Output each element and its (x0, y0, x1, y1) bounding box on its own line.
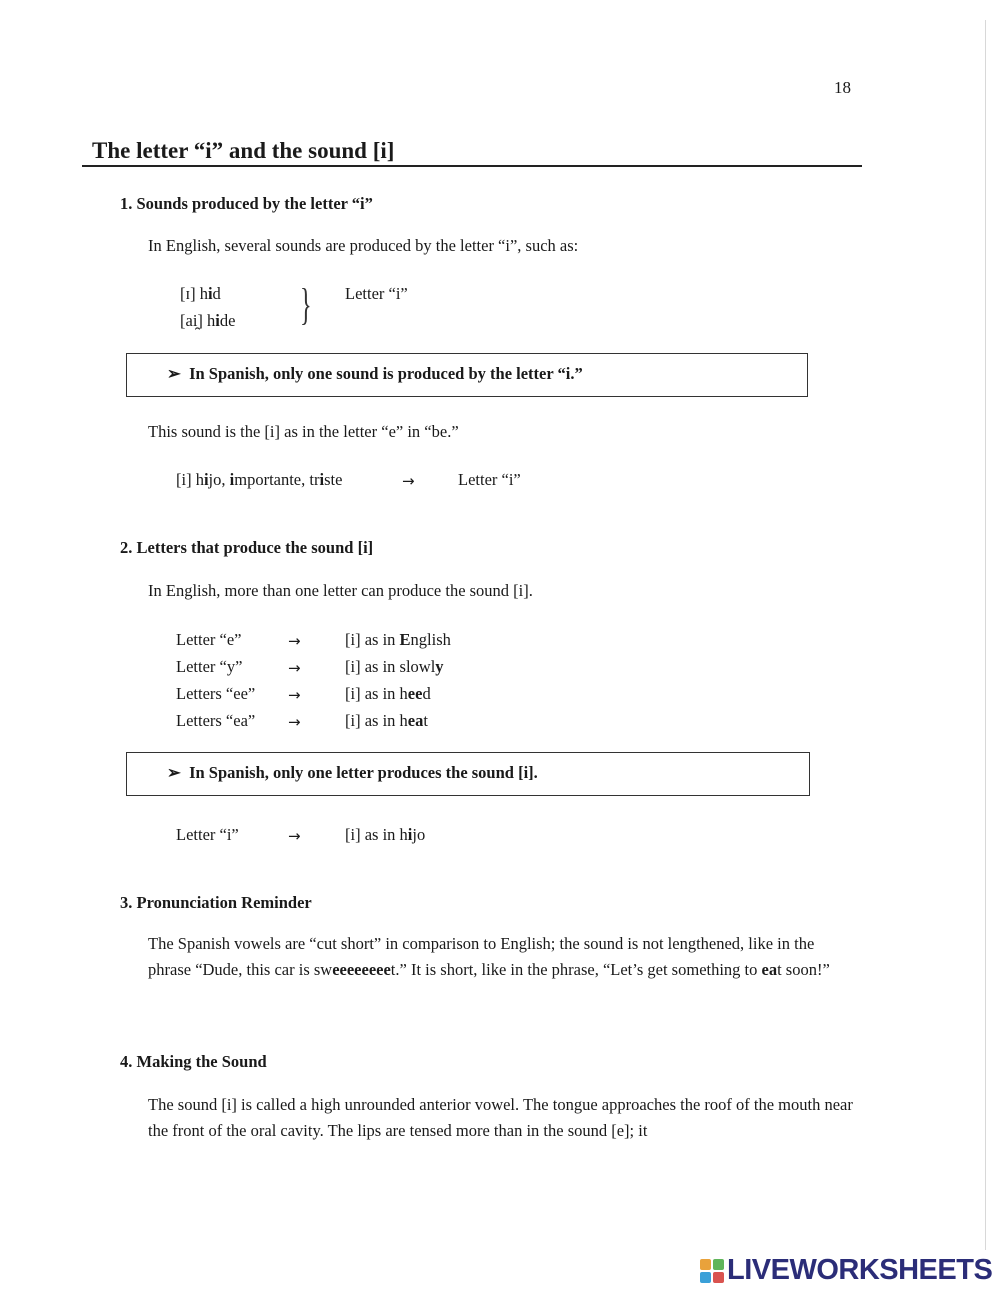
logo-tile (713, 1272, 724, 1283)
letter-row-label: Letter “y” (176, 657, 243, 676)
example-hid: [ɪ] hid (180, 284, 221, 303)
title-divider (82, 165, 862, 167)
callout-1: ➢ In Spanish, only one sound is produced by the letter “i.” (167, 364, 583, 383)
page-edge-line (985, 20, 986, 1250)
logo-tile (700, 1272, 711, 1283)
section-2-intro: In English, more than one letter can produce the sound [i]. (148, 581, 533, 600)
liveworksheets-logo (700, 1254, 992, 1287)
section-2-heading: 2. Letters that produce the sound [i] (120, 538, 374, 557)
callout-box-1 (126, 353, 808, 397)
letter-row-example: [i] as in heat (345, 711, 428, 730)
section-3-heading: 3. Pronunciation Reminder (120, 893, 312, 912)
section-1-heading: 1. Sounds produced by the letter “i” (120, 194, 373, 213)
liveworksheets-logo-icon (700, 1259, 724, 1283)
section-4-heading: 4. Making the Sound (120, 1052, 267, 1071)
callout-marker-icon: ➢ (167, 364, 181, 383)
page-number: 18 (834, 78, 851, 97)
letter-row-example: [i] as in slowly (345, 657, 444, 676)
logo-tile (713, 1259, 724, 1270)
callout-marker-icon: ➢ (167, 763, 181, 782)
spanish-example-label: Letter “i” (458, 470, 521, 489)
arrow-icon: → (402, 472, 415, 490)
spanish-row-example: [i] as in hijo (345, 825, 426, 844)
spanish-row-label: Letter “i” (176, 825, 239, 844)
brace-icon: } (300, 280, 312, 329)
letter-row-label: Letter “e” (176, 630, 242, 649)
arrow-icon: → (288, 686, 301, 704)
spanish-example: [i] hijo, importante, triste (176, 470, 343, 489)
logo-tile (700, 1259, 711, 1270)
callout-2: ➢ In Spanish, only one letter produces the sound [i]. (167, 763, 538, 782)
letter-row-label: Letters “ea” (176, 711, 256, 730)
page-title: The letter “i” and the sound [i] (92, 138, 395, 163)
brace-label: Letter “i” (345, 284, 408, 303)
letter-row-example: [i] as in heed (345, 684, 431, 703)
arrow-icon: → (288, 659, 301, 677)
section-3-paragraph: The Spanish vowels are “cut short” in comparison to English; the sound is not lengthened, like in the phrase “Dude, this car is sweeeeeeeet.” It is short, like in the phrase, “Let’s get something to eat soon!” (148, 934, 830, 979)
example-hide: [ai̯] hide (180, 311, 236, 330)
section-1-intro: In English, several sounds are produced by the letter “i”, such as: (148, 236, 579, 255)
liveworksheets-logo-text: LIVEWORKSHEETS (727, 1254, 993, 1286)
after-callout-text: This sound is the [i] as in the letter “e” in “be.” (148, 422, 459, 441)
arrow-icon: → (288, 827, 301, 845)
arrow-icon: → (288, 632, 301, 650)
callout-box-2 (126, 752, 810, 796)
arrow-icon: → (288, 713, 301, 731)
letter-row-example: [i] as in English (345, 630, 451, 649)
letter-row-label: Letters “ee” (176, 684, 256, 703)
section-4-paragraph: The sound [i] is called a high unrounded anterior vowel. The tongue approaches the roof of the mouth near the front of the oral cavity. The lips are tensed more than in the sound [e]; it (148, 1095, 853, 1140)
